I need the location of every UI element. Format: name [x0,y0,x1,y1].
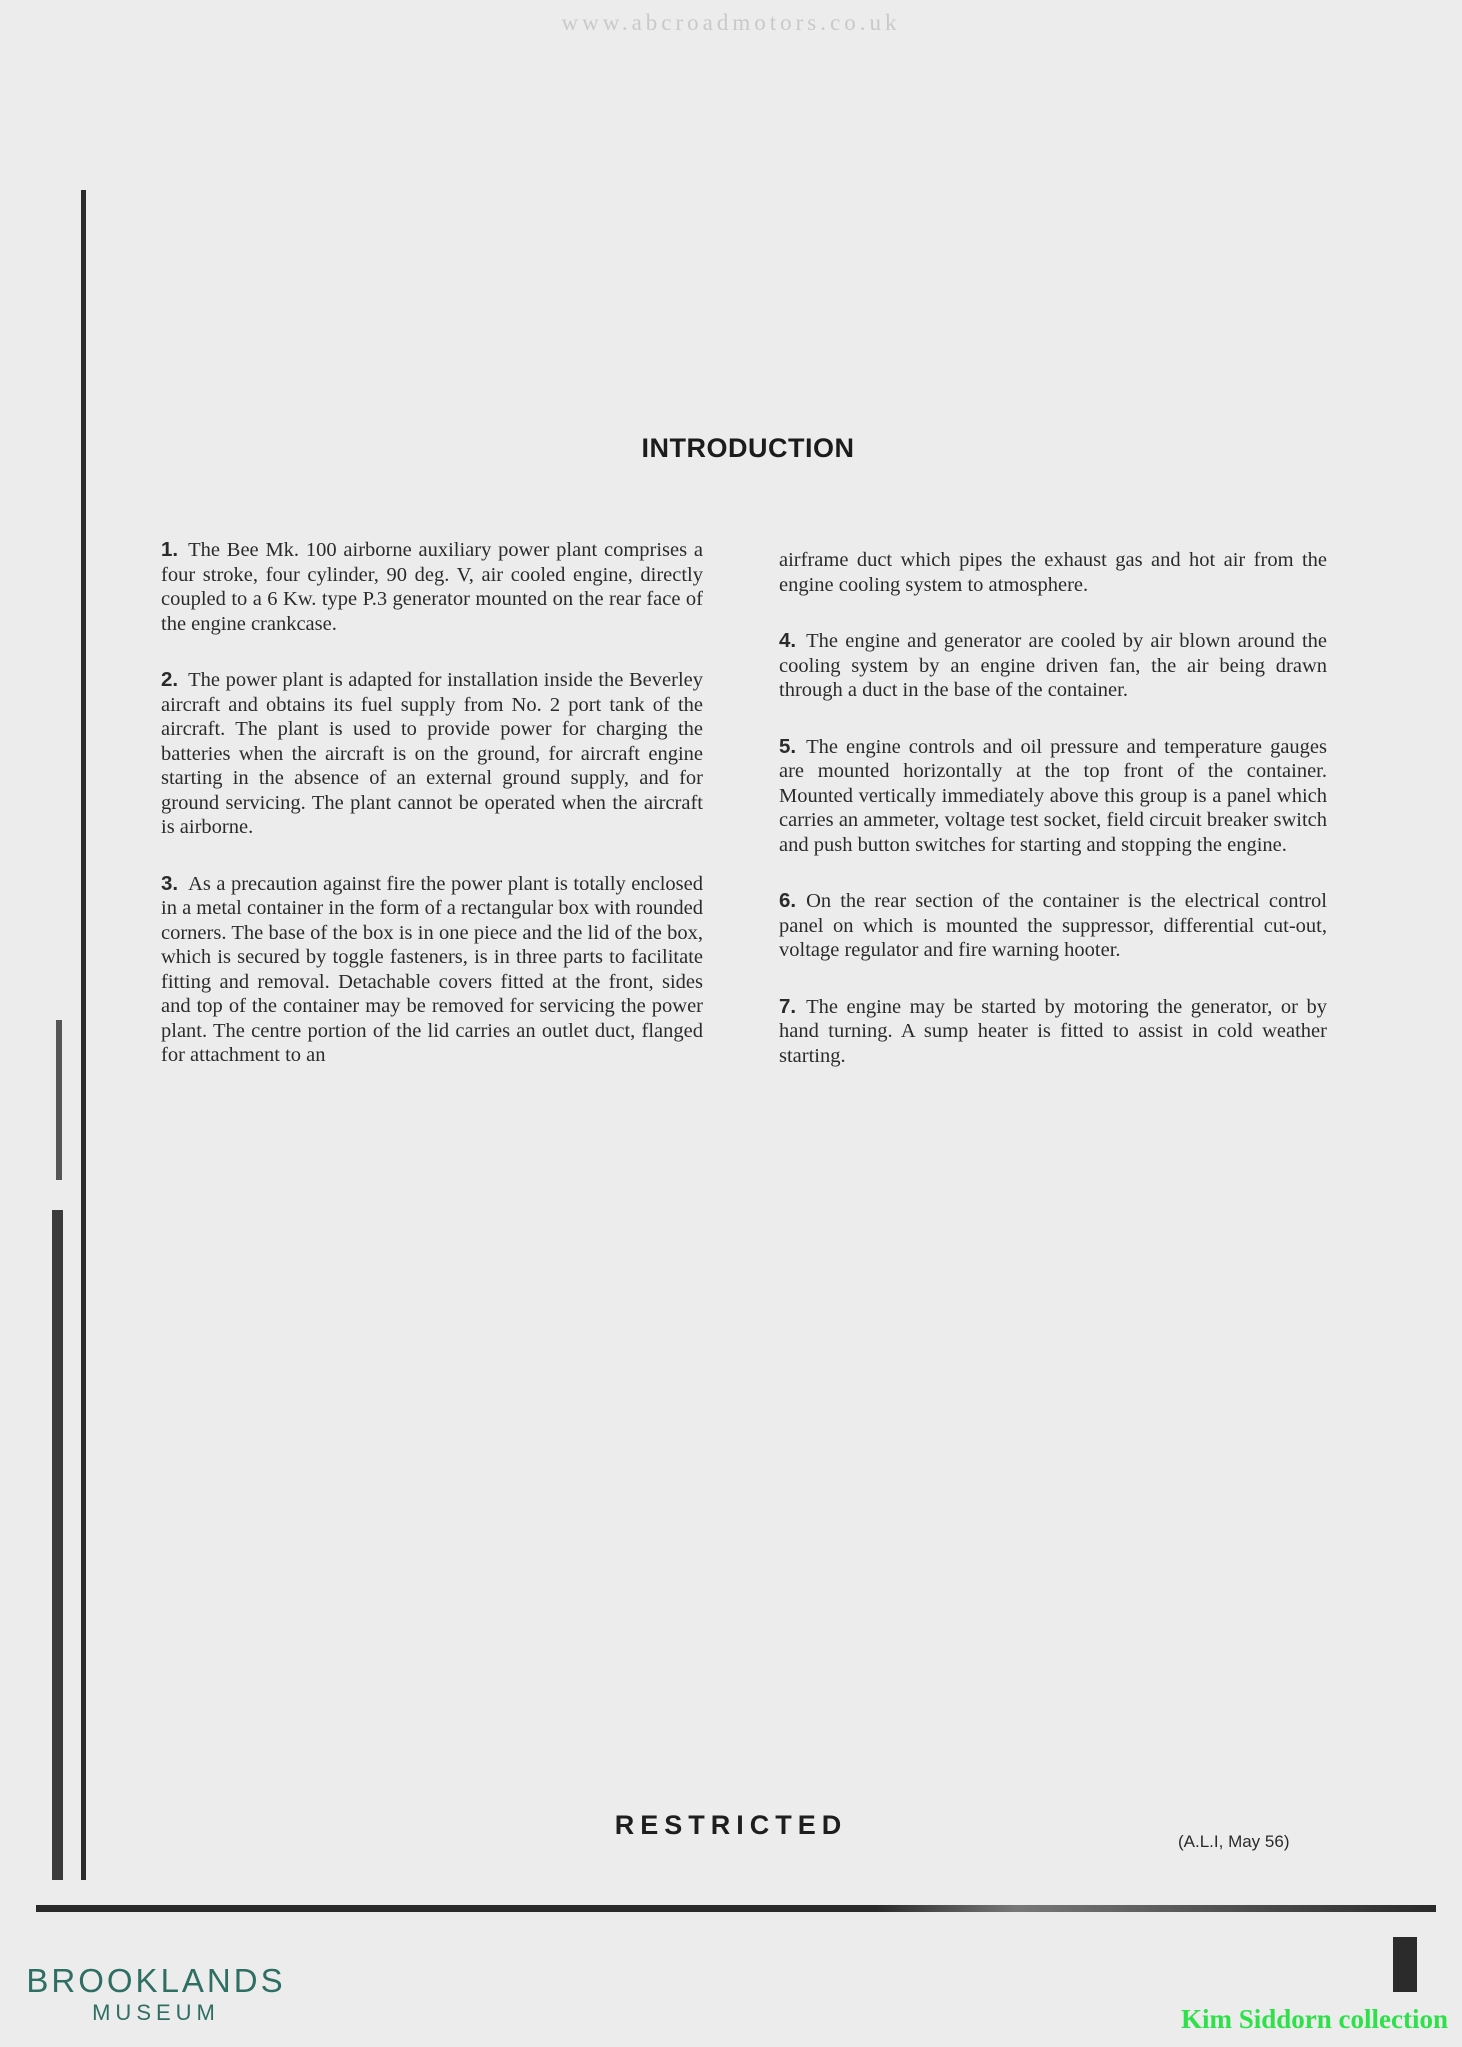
museum-logo-line2: MUSEUM [92,2000,220,2025]
paragraph-text: The engine may be started by motoring the generator, or by hand turning. A sump heater is fitted to assist in cold weather starting. [779,995,1327,1067]
paragraph-5 [779,735,1327,858]
collection-watermark: Kim Siddorn collection [1180,2004,1448,2034]
paragraph-text: The engine and generator are cooled by air blown around the cooling system by an engine driven fan, the air being drawn through a duct in the base of the container. [779,630,1327,701]
paragraph-3 [161,872,703,1068]
paragraph-6 [779,889,1327,963]
classification-marking: RESTRICTED [614,1810,848,1840]
paragraph-text: The power plant is adapted for installation inside the Beverley aircraft and obtains its fuel supply from No. 2 port tank of the aircraft. The plant is used to provide power for charging the batteries when the aircraft is on the ground, for aircraft engine starting in the absence of an external ground supply, and for ground servicing. The plant cannot be operated when the aircraft is airborne. [161,669,703,838]
paragraph-4 [779,629,1327,703]
paragraph-number: 5. [779,734,797,758]
left-column [161,538,703,1100]
page-title: INTRODUCTION [641,433,855,463]
paragraph-2 [161,668,703,840]
amendment-reference: (A.L.I, May 56) [1178,1832,1290,1851]
brooklands-museum-logo [6,1962,306,2026]
paragraph-text: The Bee Mk. 100 airborne auxiliary power plant comprises a four stroke, four cylinder, 90 deg. V, air cooled engine, directly coupled to a 6 Kw. type P.3 generator mounted on the rear face of the engine crankcase. [161,539,703,635]
paragraph-number: 3. [161,871,179,895]
paragraph-3-continuation: airframe duct which pipes the exhaust gas and hot air from the engine cooling system to atmosphere. [779,549,1327,596]
footer-rule [36,1905,1436,1912]
paragraph-7 [779,995,1327,1069]
website-watermark: www.abcroadmotors.co.uk [561,10,901,35]
right-column [779,548,1327,1100]
museum-logo-line1: BROOKLANDS [26,1962,286,1999]
paragraph-text: On the rear section of the container is the electrical control panel on which is mounted the suppressor, differential cut-out, voltage regulator and fire warning hooter. [779,890,1327,961]
footer-scan-mark [1393,1937,1417,1992]
paragraph-number: 1. [161,538,179,561]
paragraph-number: 4. [779,629,797,652]
paragraph-1 [161,538,703,636]
left-scan-mark-upper [56,1020,62,1180]
paragraph-number: 7. [779,994,797,1018]
paragraph-text: The engine controls and oil pressure and temperature gauges are mounted horizontally at the top front of the container. Mounted vertically immediately above this group is a panel which carries an ammeter, voltage test socket, field circuit breaker switch and push button switches for starting and stopping the engine. [779,735,1327,856]
left-scan-mark-lower [52,1210,63,1880]
paragraph-text: As a precaution against fire the power plant is totally enclosed in a metal container in the form of a rectangular box with rounded corners. The base of the box is in one piece and the lid of the box, which is secured by toggle fasteners, is in three parts to facilitate fitting and removal. Detachable covers fitted at the front, sides and top of the container may be removed for servicing the power plant. The centre portion of the lid carries an outlet duct, flanged for attachment to an [161,872,703,1066]
paragraph-number: 6. [779,889,797,912]
paragraph-number: 2. [161,668,179,691]
